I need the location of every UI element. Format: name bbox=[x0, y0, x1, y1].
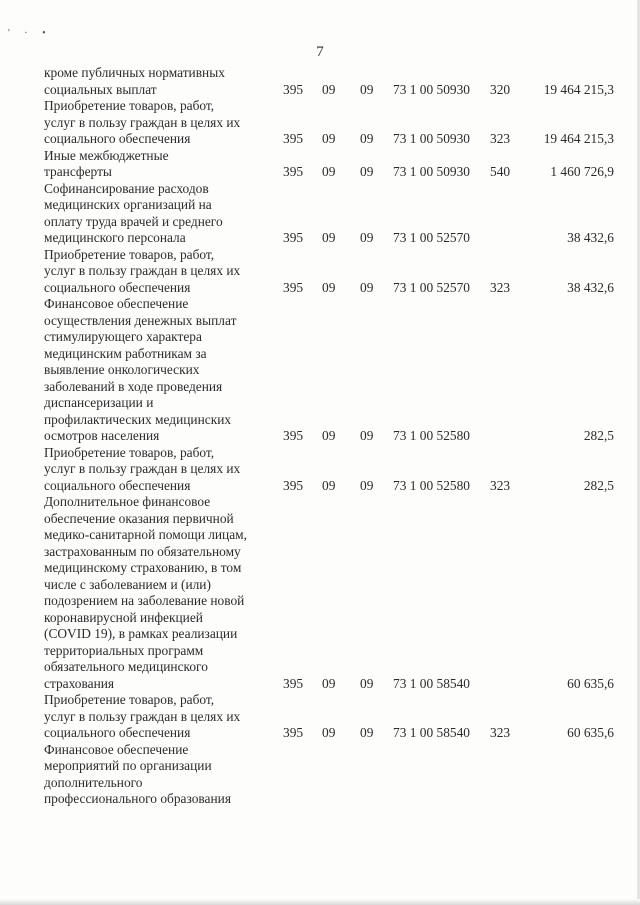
description-line: Софинансирование расходов bbox=[44, 180, 209, 196]
description-line: обязательного медицинского bbox=[44, 659, 208, 674]
row-codes bbox=[0, 428, 640, 445]
description-line: выявление онкологических bbox=[44, 362, 200, 377]
description-line: территориальных программ bbox=[44, 642, 204, 658]
description-line: заболеваний в ходе проведения bbox=[44, 378, 223, 394]
description-line: Финансовое обеспечение bbox=[44, 741, 189, 757]
description-line: медико-санитарной помощи лицам, bbox=[44, 527, 247, 542]
page-bottom-shadow bbox=[0, 899, 640, 905]
row-codes bbox=[0, 676, 640, 693]
table-row bbox=[0, 98, 640, 148]
ministry-code: 395 bbox=[283, 675, 304, 691]
target-article-code: 73 1 00 58540 bbox=[393, 725, 470, 740]
subsection-code: 09 bbox=[360, 164, 374, 179]
table-row bbox=[0, 65, 640, 98]
row-codes bbox=[0, 478, 640, 495]
ministry-code: 395 bbox=[283, 725, 304, 740]
description-line: социального обеспечения bbox=[44, 131, 191, 146]
description-line: обеспечение оказания первичной bbox=[44, 510, 234, 526]
description-line: Приобретение товаров, работ, bbox=[44, 246, 215, 262]
description-line: осмотров населения bbox=[44, 428, 160, 443]
ministry-code: 395 bbox=[283, 131, 304, 146]
description-line: Приобретение товаров, работ, bbox=[44, 692, 215, 707]
amount-value: 19 464 215,3 bbox=[543, 131, 614, 146]
description-line: числе с заболеванием и (или) bbox=[44, 576, 211, 592]
ministry-code: 395 bbox=[283, 477, 304, 493]
description-line: Приобретение товаров, работ, bbox=[44, 98, 215, 113]
amount-value: 282,5 bbox=[583, 428, 614, 443]
subsection-code: 09 bbox=[360, 81, 374, 97]
description-line: застрахованным по обязательному bbox=[44, 543, 241, 559]
row-codes bbox=[0, 725, 640, 742]
target-article-code: 73 1 00 50930 bbox=[393, 164, 470, 179]
row-description bbox=[44, 296, 276, 445]
table-row bbox=[0, 148, 640, 181]
target-article-code: 73 1 00 52580 bbox=[393, 428, 470, 443]
amount-value: 60 635,6 bbox=[567, 675, 614, 691]
description-line: социального обеспечения bbox=[44, 725, 191, 740]
row-description bbox=[44, 494, 276, 692]
description-line: медицинских организаций на bbox=[44, 197, 212, 212]
description-line: услуг в пользу граждан в целях их bbox=[44, 708, 241, 724]
description-line: осуществления денежных выплат bbox=[44, 312, 237, 328]
description-line: стимулирующего характера bbox=[44, 329, 202, 344]
description-line: подозрением на заболевание новой bbox=[44, 593, 245, 608]
description-line: услуг в пользу граждан в целях их bbox=[44, 114, 241, 130]
description-line: Дополнительное финансовое bbox=[44, 494, 211, 509]
table-row bbox=[0, 692, 640, 742]
amount-value: 38 432,6 bbox=[567, 279, 614, 295]
amount-value: 282,5 bbox=[583, 477, 614, 493]
row-codes bbox=[0, 791, 640, 808]
subsection-code: 09 bbox=[360, 428, 374, 443]
scan-marks: ' · • bbox=[8, 28, 52, 39]
section-code: 09 bbox=[322, 230, 336, 245]
ministry-code: 395 bbox=[283, 279, 304, 295]
target-article-code: 73 1 00 58540 bbox=[393, 675, 470, 691]
row-codes bbox=[0, 164, 640, 181]
subsection-code: 09 bbox=[360, 725, 374, 740]
expense-type-code: 323 bbox=[490, 477, 511, 493]
amount-value: 19 464 215,3 bbox=[543, 81, 614, 97]
table-row bbox=[0, 742, 640, 808]
budget-table bbox=[0, 65, 640, 808]
table-row bbox=[0, 181, 640, 247]
description-line: трансферты bbox=[44, 164, 112, 179]
description-line: оплату труда врачей и среднего bbox=[44, 213, 223, 229]
section-code: 09 bbox=[322, 279, 336, 295]
table-row bbox=[0, 494, 640, 692]
description-line: социальных выплат bbox=[44, 81, 157, 97]
page-number: 7 bbox=[316, 44, 324, 60]
description-line: Приобретение товаров, работ, bbox=[44, 444, 215, 460]
description-line: профессионального образования bbox=[44, 791, 231, 806]
subsection-code: 09 bbox=[360, 279, 374, 295]
expense-type-code: 540 bbox=[490, 164, 511, 179]
amount-value: 38 432,6 bbox=[567, 230, 614, 245]
expense-type-code: 320 bbox=[490, 81, 511, 97]
section-code: 09 bbox=[322, 164, 336, 179]
target-article-code: 73 1 00 52570 bbox=[393, 279, 470, 295]
description-line: услуг в пользу граждан в целях их bbox=[44, 461, 241, 476]
expense-type-code: 323 bbox=[490, 725, 511, 740]
ministry-code: 395 bbox=[283, 230, 304, 245]
row-codes bbox=[0, 230, 640, 247]
subsection-code: 09 bbox=[360, 675, 374, 691]
section-code: 09 bbox=[322, 675, 336, 691]
description-line: диспансеризации и bbox=[44, 395, 154, 410]
table-row bbox=[0, 296, 640, 445]
description-line: медицинскому страхованию, в том bbox=[44, 560, 242, 575]
expense-type-code: 323 bbox=[490, 279, 511, 295]
section-code: 09 bbox=[322, 81, 336, 97]
description-line: коронавирусной инфекцией bbox=[44, 609, 203, 625]
description-line: медицинским работникам за bbox=[44, 345, 207, 361]
expense-type-code: 323 bbox=[490, 131, 511, 146]
section-code: 09 bbox=[322, 428, 336, 443]
ministry-code: 395 bbox=[283, 164, 304, 179]
amount-value: 1 460 726,9 bbox=[550, 164, 614, 179]
section-code: 09 bbox=[322, 131, 336, 146]
description-line: мероприятий по организации bbox=[44, 758, 212, 773]
table-row bbox=[0, 445, 640, 495]
row-codes bbox=[0, 280, 640, 297]
target-article-code: 73 1 00 50930 bbox=[393, 131, 470, 146]
section-code: 09 bbox=[322, 725, 336, 740]
description-line: Финансовое обеспечение bbox=[44, 296, 189, 311]
description-line: услуг в пользу граждан в целях их bbox=[44, 263, 241, 278]
ministry-code: 395 bbox=[283, 428, 304, 443]
section-code: 09 bbox=[322, 477, 336, 493]
subsection-code: 09 bbox=[360, 477, 374, 493]
description-line: кроме публичных нормативных bbox=[44, 65, 225, 80]
description-line: социального обеспечения bbox=[44, 279, 191, 295]
row-codes bbox=[0, 131, 640, 148]
subsection-code: 09 bbox=[360, 131, 374, 146]
amount-value: 60 635,6 bbox=[567, 725, 614, 740]
row-codes bbox=[0, 82, 640, 99]
description-line: Иные межбюджетные bbox=[44, 147, 169, 163]
description-line: медицинского персонала bbox=[44, 230, 186, 245]
description-line: страхования bbox=[44, 675, 115, 691]
description-line: дополнительного bbox=[44, 774, 143, 790]
target-article-code: 73 1 00 50930 bbox=[393, 81, 470, 97]
target-article-code: 73 1 00 52580 bbox=[393, 477, 470, 493]
table-row bbox=[0, 247, 640, 297]
description-line: профилактических медицинских bbox=[44, 411, 232, 427]
description-line: (COVID 19), в рамках реализации bbox=[44, 626, 238, 641]
target-article-code: 73 1 00 52570 bbox=[393, 230, 470, 245]
ministry-code: 395 bbox=[283, 81, 304, 97]
subsection-code: 09 bbox=[360, 230, 374, 245]
description-line: социального обеспечения bbox=[44, 477, 191, 493]
